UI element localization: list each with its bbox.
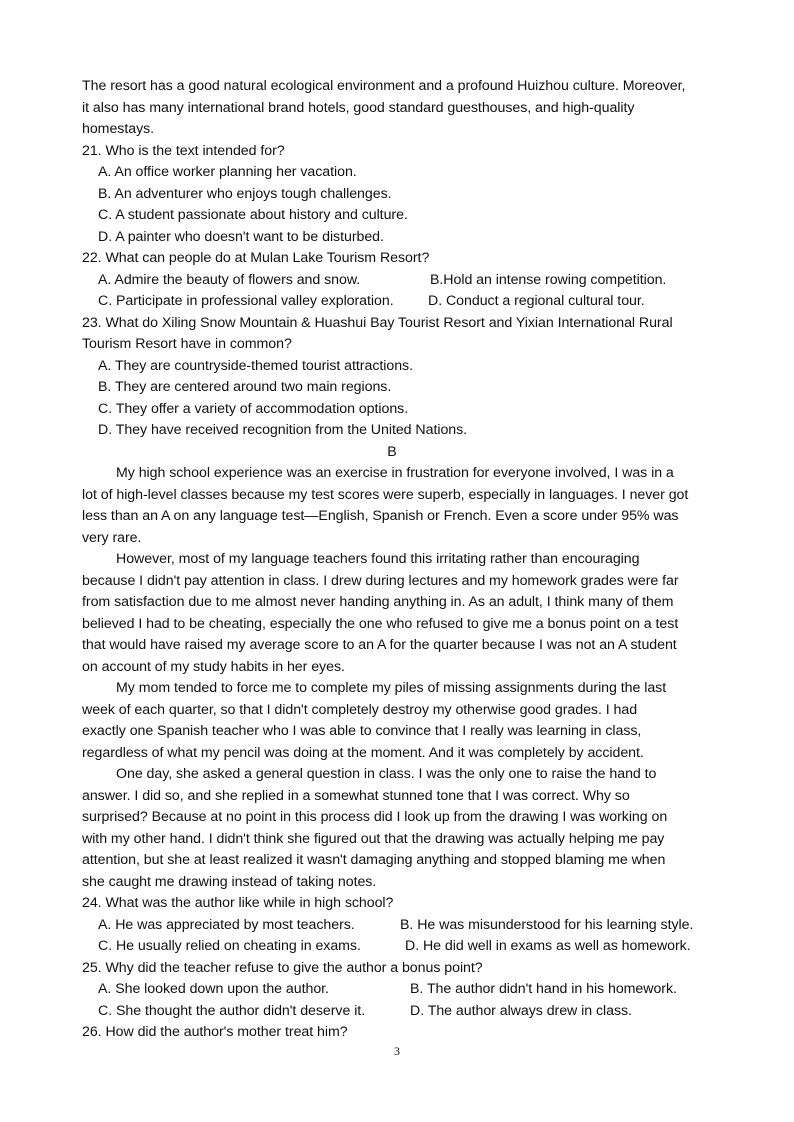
option-a: A. Admire the beauty of flowers and snow.	[98, 271, 361, 288]
question-22	[82, 248, 722, 313]
option-d: D. Conduct a regional cultural tour.	[428, 293, 645, 309]
page-number: 3	[394, 1044, 400, 1058]
text-line: very rare.	[82, 529, 142, 546]
option-d: D. He did well in exams as well as homework.	[405, 938, 691, 954]
option-c: C. A student passionate about history and culture.	[98, 207, 408, 223]
option-b: B. The author didn't hand in his homework.	[410, 981, 677, 997]
option-c: C. Participate in professional valley exploration.	[98, 293, 394, 309]
option-d: D. A painter who doesn't want to be disturbed.	[98, 228, 384, 245]
option-a: A. They are countryside-themed tourist attractions.	[98, 357, 413, 374]
option-row	[82, 936, 722, 958]
option-row	[82, 979, 722, 1001]
text-line: with my other hand. I didn't think she figured out that the drawing was actually helping me pay	[82, 830, 665, 847]
question-24	[82, 893, 722, 958]
text-line: answer. I did so, and she replied in a somewhat stunned tone that I was correct. Why so	[82, 787, 630, 804]
option-b: B. They are centered around two main regions.	[98, 379, 392, 395]
option-b: B. He was misunderstood for his learning style.	[400, 916, 694, 933]
text-line: less than an A on any language test—English, Spanish or French. Even a score under 95% was	[82, 508, 679, 524]
text-line: it also has many international brand hotels, good standard guesthouses, and high-quality	[82, 99, 635, 116]
text-line: However, most of my language teachers found this irritating rather than encouraging	[116, 551, 640, 567]
question-stem: 24. What was the author like while in high school?	[82, 895, 394, 911]
question-26	[82, 1022, 722, 1044]
paragraph	[82, 463, 722, 549]
exam-page	[82, 76, 722, 1044]
paragraph	[82, 549, 722, 678]
question-stem: 21. Who is the text intended for?	[82, 142, 285, 159]
question-stem: 22. What can people do at Mulan Lake Tourism Resort?	[82, 250, 430, 266]
text-line: on account of my study habits in her eyes.	[82, 658, 345, 675]
option-c: C. They offer a variety of accommodation options.	[98, 400, 409, 417]
question-23	[82, 313, 722, 442]
option-row	[82, 1001, 722, 1023]
text-line: exactly one Spanish teacher who I was able to convince that I really was learning in class,	[82, 723, 642, 739]
option-a: A. She looked down upon the author.	[98, 981, 329, 997]
text-line: lot of high-level classes because my test scores were superb, especially in languages. I never got	[82, 486, 689, 503]
option-row	[82, 270, 722, 292]
text-line: My mom tended to force me to complete my piles of missing assignments during the last	[116, 680, 667, 696]
option-a: A. An office worker planning her vacation.	[98, 164, 357, 180]
text-line: The resort has a good natural ecological environment and a profound Huizhou culture. Moreover,	[82, 78, 686, 94]
text-line: that would have raised my average score to an A for the quarter because I was not an A student	[82, 637, 677, 653]
question-stem: 23. What do Xiling Snow Mountain & Huashui Bay Tourist Resort and Yixian International Rural	[82, 314, 673, 331]
text-line: attention, but she at least realized it wasn't damaging anything and stopped blaming me when	[82, 852, 666, 868]
text-line: she caught me drawing instead of taking notes.	[82, 873, 377, 890]
option-b: B.Hold an intense rowing competition.	[430, 271, 667, 288]
text-line: believed I had to be cheating, especially the one who refused to give me a bonus point on a test	[82, 615, 679, 632]
text-line: My high school experience was an exercise in frustration for everyone involved, I was in a	[116, 465, 674, 481]
option-b: B. An adventurer who enjoys tough challenges.	[98, 185, 392, 202]
paragraph	[82, 678, 722, 764]
question-stem: 26. How did the author's mother treat him?	[82, 1024, 348, 1040]
option-a: A. He was appreciated by most teachers.	[98, 916, 355, 933]
question-25	[82, 958, 722, 1023]
text-line: surprised? Because at no point in this process did I look up from the drawing I was working on	[82, 809, 668, 825]
option-c: C. She thought the author didn't deserve it.	[98, 1002, 366, 1019]
option-d: D. They have received recognition from the United Nations.	[98, 422, 468, 438]
section-heading: B	[387, 443, 397, 460]
question-21	[82, 141, 722, 249]
option-c: C. He usually relied on cheating in exams.	[98, 938, 361, 954]
text-line: homestays.	[82, 121, 155, 137]
text-line: week of each quarter, so that I didn't completely destroy my otherwise good grades. I had	[82, 701, 638, 718]
passage-b	[82, 463, 722, 893]
option-row	[82, 915, 722, 937]
intro-paragraph	[82, 76, 722, 141]
question-stem: 25. Why did the teacher refuse to give the author a bonus point?	[82, 959, 483, 976]
text-line: One day, she asked a general question in class. I was the only one to raise the hand to	[116, 766, 657, 782]
option-d: D. The author always drew in class.	[410, 1002, 632, 1019]
text-line: because I didn't pay attention in class. I drew during lectures and my homework grades were far	[82, 572, 679, 589]
question-stem: Tourism Resort have in common?	[82, 336, 292, 352]
text-line: regardless of what my pencil was doing at the moment. And it was completely by accident.	[82, 744, 644, 761]
paragraph	[82, 764, 722, 893]
text-line: from satisfaction due to me almost never handing anything in. As an adult, I think many of them	[82, 594, 674, 610]
option-row	[82, 291, 722, 313]
